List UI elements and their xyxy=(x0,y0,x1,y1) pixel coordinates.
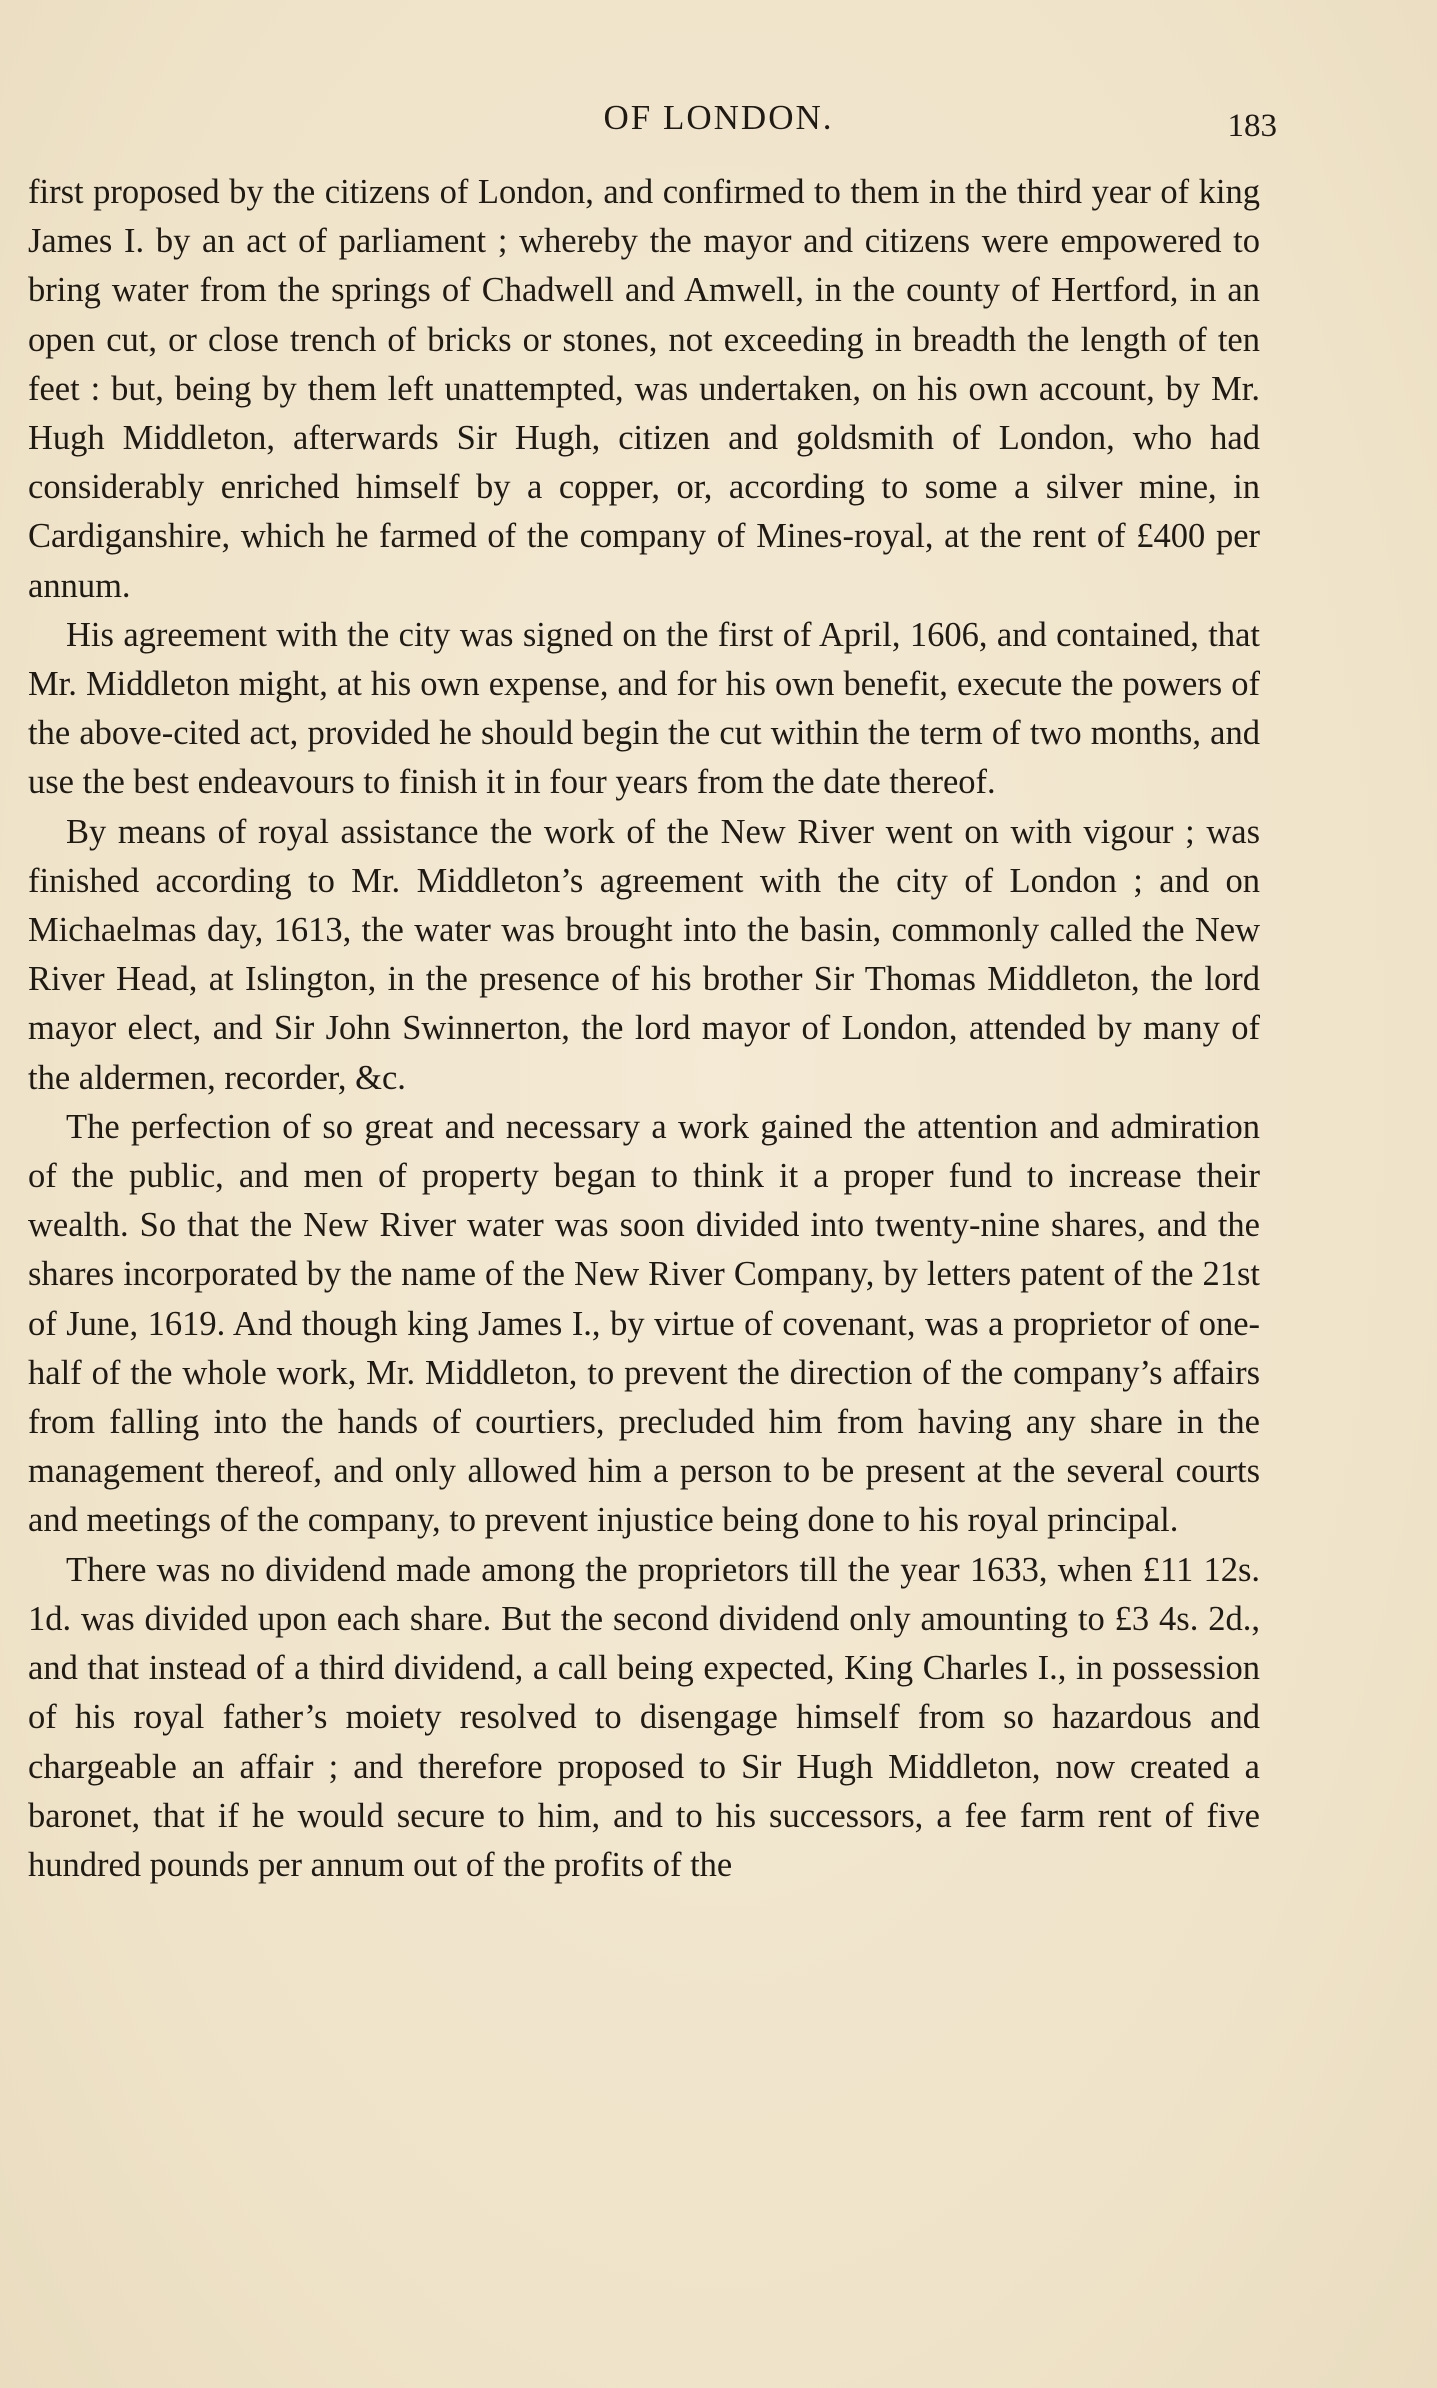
paragraph-agreement: His agreement with the city was signed on the first of April, 1606, and contained, that Mr. Middleton might, at his own expense, and for his own benefit, execute the powers of the above-cited act, provided he should begin the cut within the term of two months, and use the best endeavours to finish it in four years from the date thereof. xyxy=(28,615,1260,802)
paragraph-perfection: The perfection of so great and necessary a work gained the attention and admiration of the public, and men of property began to think it a proper fund to increase their wealth. So that the New River water was soon divided into twenty-nine shares, and the shares incorporated by the name of the New River Company, by letters patent of the 21st of June, 1619. And though king James I., by virtue of covenant, was a proprietor of one-half of the whole work, Mr. Middleton, to prevent the direction of the company’s affairs from falling into the hands of courtiers, precluded him from having any share in the management thereof, and only allowed him a person to be present at the several courts and meetings of the company, to prevent injustice being done to his royal principal. xyxy=(28,1107,1260,1540)
running-title: OF LONDON. xyxy=(603,98,834,137)
paragraph-dividend: There was no dividend made among the proprietors till the year 1633, when £11 12s. 1d. was divided upon each share. But the second dividend only amounting to £3 4s. 2d., and that instead of a third dividend, a call being expected, King Charles I., in possession of his royal father’s moiety resolved to disengage himself from so hazardous and chargeable an affair ; and therefore proposed to Sir Hugh Middleton, now created a baronet, that if he would secure to him, and to his successors, a fee farm rent of five hundred pounds per annum out of the profits of the xyxy=(28,1550,1260,1884)
body-text xyxy=(28,168,1260,1890)
paragraph-continued: first proposed by the citizens of London, and confirmed to them in the third year of king James I. by an act of parliament ; whereby the mayor and citizens were empowered to bring water from the springs of Chadwell and Amwell, in the county of Hertford, in an open cut, or close trench of bricks or stones, not exceeding in breadth the length of ten feet : but, being by them left unattempted, was undertaken, on his own account, by Mr. Hugh Middleton, afterwards Sir Hugh, citizen and goldsmith of London, who had considerably enriched himself by a copper, or, according to some a silver mine, in Cardiganshire, which he farmed of the company of Mines-royal, at the rent of £400 per annum. xyxy=(28,173,1260,605)
paragraph-royal-assistance: By means of royal assistance the work of the New River went on with vigour ; was finished according to Mr. Middleton’s agreement with the city of London ; and on Michaelmas day, 1613, the water was brought into the basin, commonly called the New River Head, at Islington, in the presence of his brother Sir Thomas Middleton, the lord mayor elect, and Sir John Swinnerton, the lord mayor of London, attended by many of the aldermen, recorder, &c. xyxy=(28,812,1260,1097)
page-number: 183 xyxy=(1227,108,1277,144)
running-head xyxy=(0,98,1437,148)
